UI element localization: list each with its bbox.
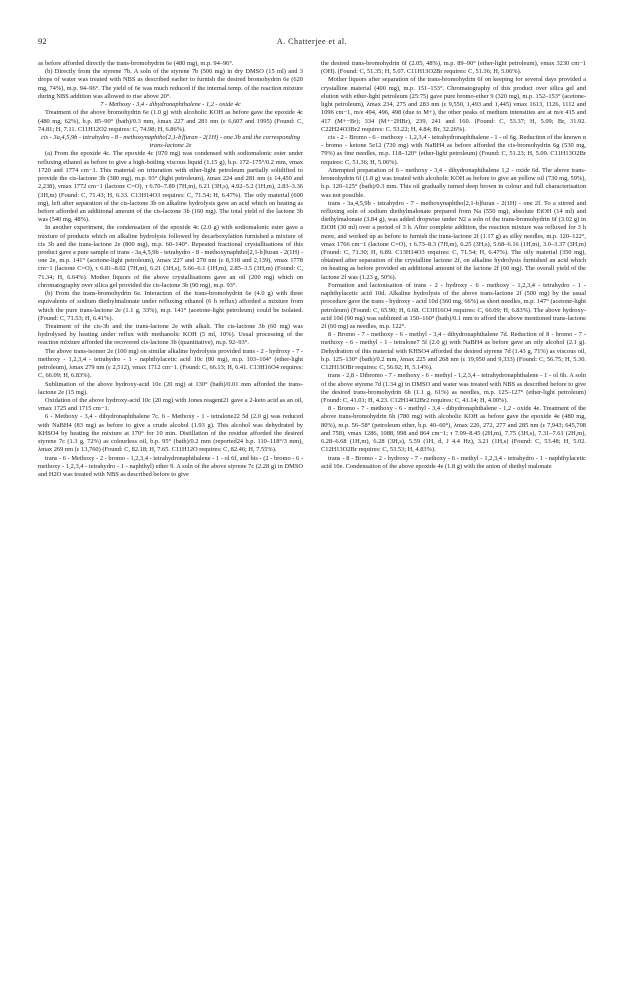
section-heading: cis - 3a,4,5,9b - tetrahydro - 8 - methoxynaphtho[2,1-b]furan - 2(1H) - one 3b and the corresponding trans-lactone 2e [40, 133, 301, 150]
section-heading: 7 - Methoxy - 3,4 - dihydronaphthalene - 1,2 - oxide 4c [100, 101, 241, 109]
paragraph: trans - 8 - Bromo - 2 - hydroxy - 7 - methoxy - 6 - methyl - 1,2,3,4 - tetrahydro - 1 - naphthylacetic acid 10e. Condensation of the above epoxide 4e (1.8 g) with the anion of diethyl malonate [321, 454, 586, 470]
paragraph: the desired trans-bromohydrin 6f (2.05, 48%), m.p. 89–90° (ether-light petroleum), νmax 3230 cm−1 (OH). (Found: C, 51.35; H, 5.07. C11H13O2Br requires: C, 51.36; H, 5.06%). [321, 60, 586, 76]
paragraph: (b) From the trans-bromohydrin 6e. Interaction of the trans-bromohydrin 6e (4.0 g) with three equivalents of sodium diethylmalonate under refluxing ethanol (6 h reflux) afforded a mixture from which the pure trans-lactone 2e (1.1 g, 33%), m.p. 141° (acetone-light petroleum) could be isolated. (Found: C, 71.53; H, 6.41%). [38, 290, 303, 322]
paragraph: Treatment of the above bromohydrin 6e (1.0 g) with alcoholic KOH as before gave the epoxide 4c (480 mg, 62%), b.p. 85–90° (bath)/0.3 mm, λmax 227 and 281 nm (ε 6,607 and 1995) (Found: C, 74.81; H, 7.11. C11H12O2 requires: C, 74.98; H, 6.86%). [38, 109, 303, 133]
paragraph: trans - 3a,4,5,9b - tetrahydro - 7 - methoxynaphtho[2,1-b]furan - 2(1H) - one 2f. To a stirred and refluxing soln of sodium diethylmalonate prepared from Na (550 mg), absolute EtOH (14 ml) and diethylmalonate (3.84 g), was added dropwise under N2 a soln of the trans-bromohydrin 6f (3.02 g) in EtOH (30 ml) over a period of 3 h. After complete addition, the reaction mixture was refluxed for 3 h more, and worked up as before to furnish the trans-lactone 2f (1.17 g) as silky needles, m.p. 120–122°, νmax 1766 cm−1 (lactone C=O), τ 6.73–8.3 (7H,m), 6.25 (3H,s), 5.68–6.16 (1H,m), 3.0–3.37 (3H,m) (Found: C, 71.30; H, 6.89. C13H14O3 requires: C, 71.54; H, 6.47%). The oily material (350 mg), obtained after separation of the crystalline lactone 2f, on alkaline hydrolysis furnished an acid which on heating as before provided an additional amount of the lactone 2f (60 mg). The overall yield of the lactone 2f was (1.23 g, 50%). [321, 199, 586, 281]
paragraph: Sublimation of the above hydroxy-acid 10c (20 mg) at 130° (bath)/0.01 mm afforded the trans-lactone 2e (15 mg). [38, 380, 303, 396]
paragraph: 6 - Methoxy - 3,4 - dihydronaphthalene 7c. 6 - Methoxy - 1 - tetralone22 5d (2.0 g) was reduced with NaBH4 (83 mg) as before to give a crude alcohol (1.93 g). This alcohol was dehydrated by KHSO4 by heating the mixture at 170° for 10 min. Distillation of the residue afforded the desired styrene 7c (1.3 g, 72%) as colourless oil, b.p. 95° (bath)/0.2 mm (reported24 b.p. 110–118°/3 mm), λmax 269 nm (ε 13,760) (Found: C, 82.18; H, 7.65. C11H12O requires: C, 82.46; H, 7.55%). [38, 413, 303, 454]
paragraph: Formation and lactonisation of trans - 2 - hydroxy - 6 - methoxy - 1,2,3,4 - tetrahydro - 1 - naphthylacetic acid 10d. Alkaline hydrolysis of the above trans-lactone 2f (500 mg) by the usual procedure gave the trans - hydroxy - acid 10d (360 mg, 66%) as short needles, m.p. 147° (acetone-light petroleum) (Found: C, 65.90; H, 6.68. C13H16O4 requires: C, 66.09; H, 6.83%). The above hydroxy-acid 10d (90 mg) was sublimed at 150–160° (bath)/0.1 mm to afford the above mentioned trans-lactone 2f (60 mg) as needles, m.p. 122°. [321, 281, 586, 330]
paragraph: 8 - Bromo - 7 - methoxy - 6 - methyl - 3,4 - dihydronaphthalene 7d. Reduction of 8 - bromo - 7 - methoxy - 6 - methyl - 1 - tetralone7 5f (2.0 g) with NaBH4 as before gave an oily alcohol (2.1 g). Dehydration of this material with KHSO4 afforded the desired styrene 7d (1.43 g, 71%) as viscous oil, b.p. 125–130° (bath)/0.2 mm, λmax 225 and 268 nm (ε 19,950 and 9,333) (Found: C, 56.75; H, 5.30. C12H13OBr requires: C, 56.92; H, 5.14%). [321, 331, 586, 372]
text-columns [38, 60, 586, 479]
paragraph: Treatment of the cis-3b and the trans-lactone 2e with alkali. The cis-lactone 3b (60 mg) was hydrolysed by heating under reflux with methanolic KOH (5 ml, 10%). Usual processing of the reaction mixture afforded the recovered cis-lactone 3b (quantitative), m.p. 92–93°. [38, 323, 303, 347]
paragraph: cis - 2 - Bromo - 6 - methoxy - 1,2,3,4 - tetrahydronaphthalene - 1 - ol 6g. Reduction of the known α - bromo - ketone 5e12 (730 mg) with NaBH4 as before afforded the cis-bromohydrin 6g (530 mg, 79%) as fine needles, m.p. 118–120° (ether-light petroleum) (Found: C, 51.23; H, 5.09. C11H13O2Br requires: C, 51.36; H, 5.06%). [321, 133, 586, 166]
paragraph: In another experiment, the condensation of the epoxide 4c (2.0 g) with sodiomalonic ester gave a mixture of products which on alkaline hydrolysis followed by decarboxylation furnished a mixture of cis 3b and the trans-lactone 2e (800 mg), m.p. 60–140°. Repeated fractional crystallisations of this product gave a pure sample of trans - 3a,4,5,9b - tetrahydro - 8 - methoxynaphtho[2,1-b]furan - 2(1H) - one 2e, m.p. 141° (acetone-light petroleum), λmax 227 and 278 nm (ε 8,318 and 2,139), νmax 1778 cm−1 (lactone C=O), τ 6.81–8.02 (7H,m), 6.21 (3H,s), 5.66–6.1 (1H,m), 2.85–3.5 (3H,m) (Found: C, 71.34; H, 6.64%). Mother liquors of the above crystallisations gave an oil (200 mg) which on chromatography over silica gel provided the cis-lactone 3b (90 mg), m.p. 93°. [38, 224, 303, 289]
paragraph: Attempted preparation of 6 - methoxy - 3,4 - dihydronaphthalene 1,2 - oxide 6d. The above trans-bromohydrin 6f (1.8 g) was treated with alcoholic KOH as before to give an yellow oil (730 mg, 59%), b.p. 120–125° (bath)/0.3 mm. This oil gradually turned deep brown in colour and full characterisation was not possible. [321, 166, 586, 199]
paragraph: Mother liquors after separation of the trans-bromohydrin 6f on keeping for several days provided a crystalline material (400 mg), m.p. 151–153°. Chromatography of this product over silica gel and elution with ether-light petroleum (25:75) gave pure bromo-ether 9 (320 mg), m.p. 152–153° (acetone-light petroleum), λmax 234, 275 and 283 nm (ε 9,550, 1,493 and 1,445) νmax 1613, 1126, 1112 and 1096 cm−1, m/e 494, 496, 498 (due to M+), the other peaks of medium intensities are at m/e 415 and 417 (M+−Br); 334 (M+−2HBr), 239, 241 and 160. (Found: C, 53.37; H, 5.09; Br, 31.92. C22H24O3Br2 requires: C. 53.22; H, 4.84; Br, 32.26%). [321, 76, 586, 133]
paragraph: as before afforded directly the trans-bromohydrin 6e (480 mg), m.p. 94–96°. [38, 60, 234, 67]
paragraph: trans - 6 - Methoxy - 2 - bromo - 1,2,3,4 - tetrahydronaphthalene - 1 - ol 6f, and bis - (2 - bromo - 6 - methoxy - 1,2,3,4 - tetrahydro - 1 - naphthyl) ether 9. A soln of the above styrene 7c (2.28 g) in DMSO and H2O was treated with NBS as described before to give [38, 454, 303, 478]
paragraph: (a) From the epoxide 4c. The epoxide 4c (970 mg) was condensed with sodiomalonic ester under refluxing ethanol as before to give a high-boiling viscous liquid (1.15 g), b.p. 172–175°/0.2 mm, νmax 1720 and 1774 cm−1. This material on trituration with ether-light petroleum partially solidified to provide the cis-lactone 3b (380 mg), m.p. 93° (light petroleum), λmax 224 and 281 nm (ε 14,450 and 2,238), νmax 1772 cm−1 (lactone C=O), τ 6.70–7.89 (7H,m), 6.21 (3H,s), 4.92–5.2 (1H,m), 2.83–3.36 (3H,m) (Found: C, 71.43; H, 6.33. C13H14O3 requires: C, 71.54; H, 6.47%). The oily material (600 mg), left after separation of the cis-lactone 3b on alkaline hydrolysis gave an acid which on heating as before afforded an additional amount of the cis-lactone 3b (160 mg). The total yield of the lactone 3b was (540 mg, 48%). [38, 150, 303, 224]
paragraph: Oxidation of the above hydroxy-acid 10c (20 mg) with Jones reagent21 gave a 2-keto acid as an oil, νmax 1725 and 1715 cm−1. [38, 396, 303, 413]
paragraph: The above trans-isomer 2e (100 mg) on similar alkaline hydrolysis provided trans - 2 - hydroxy - 7 - methoxy - 1,2,3,4 - tetrahydro - 1 - naphthylacetic acid 10c (80 mg), m.p. 103–104° (ether-light petroleum), λmax 279 nm (ε 2,512), νmax 1712 cm−1. (Found: C, 66.13; H, 6.41. C13H16O4 requires: C, 66.09; H, 6.83%). [38, 347, 303, 380]
running-head: A. Chatterjee et al. [276, 37, 348, 46]
page-number: 92 [38, 36, 47, 46]
paragraph: (b) Directly from the styrene 7b. A soln of the styrene 7b (500 mg) in dry DMSO (15 ml) and 3 drops of water was treated with NBS as described earlier to furnish the desired bromohydrin 6e (620 mg, 74%), m.p. 94–96°. The yield of 6e was much reduced if the internal temp. of the reaction mixture during NBS addition was allowed to rise above 20°. [38, 68, 303, 100]
right-column [321, 60, 586, 479]
left-column [38, 60, 303, 479]
paragraph: trans - 2,8 - Dibromo - 7 - methoxy - 6 - methyl - 1,2,3,4 - tetrahydronaphthalene - 1 - ol 6h. A soln of the above styrene 7d (1.34 g) in DMSO and water was treated with NBS as described before to give the desired trans-bromohydrin 6h (1.1 g, 61%) as needles, m.p. 125–127° (ether-light petroleum) (Found: C, 41.01; H, 4.23. C12H14O2Br2 requires: C, 41.14; H, 4.00%). [321, 372, 586, 404]
paragraph: 8 - Bromo - 7 - methoxy - 6 - methyl - 3,4 - dihydronaphthalene - 1,2 - oxide 4e. Treatment of the above trans-bromohydrin 6h (780 mg) with alcoholic KOH as before gave the epoxide 4e (480 mg, 80%), m.p. 56–58° (petroleum ether, b.p. 40–60°), λmax 226, 272, 277 and 285 nm (ε 7,943; 645,708 and 758), νmax 1286, 1088, 998 and 864 cm−1; τ 7.99–8.45 (2H,m), 7.75 (3H,s), 7.31–7.61 (2H,m), 6.28–6.68 (1H,m), 6.28 (3H,s), 5.59 (1H, d, J 4.4 Hz), 3.21 (1H,s) (Found: C, 53.48; H, 5.02. C12H13O2Br requires: C, 53.53; H, 4.83%). [321, 405, 586, 454]
page-header [38, 36, 586, 50]
